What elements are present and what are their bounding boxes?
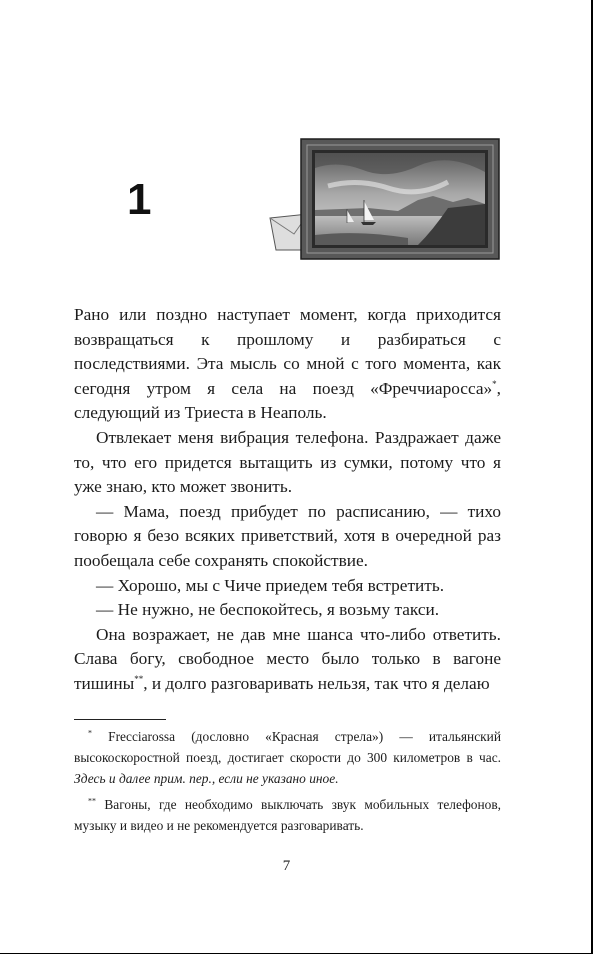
footnote [74, 794, 501, 836]
page-number: 7 [282, 858, 291, 874]
footnote-mark: * [88, 728, 92, 738]
footnote-reference: * [492, 379, 497, 390]
framed-painting-icon [268, 138, 508, 262]
paragraph-text: , и долго разговаривать нельзя, так что я делаю [143, 673, 490, 693]
paragraph: — Не нужно, не беспокойтесь, я возьму такси. [96, 600, 440, 620]
paragraph-text: , следующий из Триеста в Неаполь. [74, 378, 501, 423]
paragraph [74, 623, 501, 697]
paragraph-text: Рано или поздно наступает момент, когда приходится возвращаться к прошлому и разбираться с последствиями. Эта мысль со мной с того момента, как сегодня утром я села на поезд «Фреччиаросса» [74, 305, 501, 398]
paragraph: — Мама, поезд прибудет по расписанию, — тихо говорю я безо всяких приветствий, хотя в очередной раз пообещала себе сохранять спокойствие. [74, 501, 501, 570]
footnote-note: Здесь и далее прим. пер., если не указано иное. [74, 771, 339, 786]
chapter-number: 1 [127, 175, 152, 224]
footnote-reference: ** [134, 674, 144, 685]
paragraph [74, 303, 501, 426]
chapter-text [74, 303, 501, 697]
footnotes [74, 726, 501, 841]
footnote-text: Вагоны, где необходимо выключать звук мобильных телефонов, музыку и видео и не рекомендуется разговаривать. [74, 797, 501, 833]
footnote-divider [74, 719, 166, 720]
footnote [74, 726, 501, 789]
paragraph: Отвлекает меня вибрация телефона. Раздражает даже то, что его придется вытащить из сумки, потому что я уже знаю, кто может звонить. [74, 427, 501, 497]
footnote-mark: ** [88, 796, 96, 806]
paragraph-text: Она возражает, не дав мне шанса что-либо ответить. Слава богу, свободное место было только в вагоне тишины [74, 624, 501, 693]
footnote-text: Frecciarossa (дословно «Красная стрела») — итальянский высокоскоростной поезд, достигает скорости до 300 километров в час. [74, 729, 501, 765]
paragraph: — Хорошо, мы с Чиче приедем тебя встретить. [96, 575, 445, 595]
